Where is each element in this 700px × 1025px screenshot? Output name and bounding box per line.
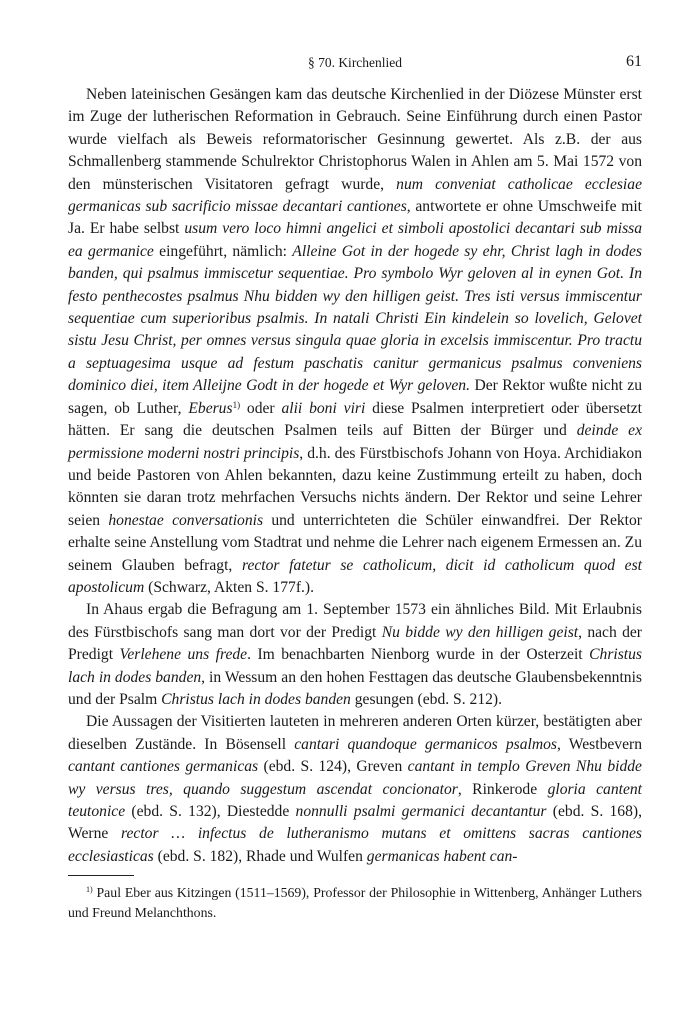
text-run: und unterrichteten die Schüler einwandfrei. Der Rektor erhalte seine Anstellung vom Stadtrat und nehme die Lehrer nach eigenem Ermessen an. Zu seinem Glauben befragt,: [68, 511, 642, 574]
latin-quote: Eberus: [188, 399, 233, 417]
text-run: , Rinkerode: [457, 780, 548, 798]
footnote-marker: 1): [86, 885, 93, 894]
main-text: [68, 84, 642, 868]
text-run: (Schwarz, Akten S. 177f.).: [144, 578, 314, 596]
latin-quote: cantari quandoque germanicos psalmos: [294, 735, 557, 753]
footnote-rule: [68, 875, 134, 876]
latin-quote: Verlehene uns frede: [119, 646, 248, 664]
latin-quote: Nu bidde wy den hilligen geist: [381, 623, 579, 641]
text-run: , Westbevern: [557, 735, 643, 753]
latin-quote: deinde ex permissione moderni nostri principis: [68, 422, 642, 462]
text-run: diese Psalmen interpretiert oder übersetzt hätten. Er sang die deutschen Psalmen teils auf Bitten der Bürger und: [68, 399, 642, 440]
latin-quote: Christus lach in dodes banden: [68, 646, 642, 686]
text-run: (ebd. S. 124), Greven: [258, 758, 408, 776]
text-run: Der Rektor wußte nicht zu sagen, ob Luther,: [68, 377, 642, 417]
latin-quote: Alleine Got in der hogede sy ehr, Christ lagh in dodes banden, qui psalmus immiscetur sequentiae. Pro symbolo Wyr geloven al in eynen Got. In festo penthecostes psalmus Nhu bidden wy den hilligen geist. Tres isti versus immiscentur sequentiae cum superioribus psalmis. In natali Christi Ein kindelein so lovelich, Gelovet sistu Jesu Christ, per omnes versus singula quae gloria in excelsis immiscentur. Pro tractu a septuagesima usque ad festum paschatis canitur germanicus psalmus conveniens dominico diei, item Alleijne Godt in der hogede et Wyr geloven.: [68, 242, 642, 395]
text-run: eingeführt, nämlich:: [153, 242, 293, 260]
latin-quote: nonnulli psalmi germanici decantantur: [295, 803, 547, 820]
text-run: (ebd. S. 182), Rhade und Wulfen: [153, 847, 367, 865]
latin-quote: germanicas habent can-: [366, 847, 518, 865]
paragraph: [68, 84, 642, 599]
latin-quote: rector … infectus de lutheranismo mutans et omittens sacras cantiones ecclesiasticas: [68, 825, 642, 865]
text-run: , nach der Predigt: [68, 623, 643, 664]
footnote-text: [68, 883, 642, 923]
text-run: Neben lateinischen Gesängen kam das deutsche Kirchenlied in der Diözese Münster erst im Zuge der lutherischen Reformation in Gebrauch. Seine Einführung durch einen Pastor wurde vielfach als Beweis reformatorischer Gesinnung gewertet. Als z.B. der aus Schmallenberg stammende Schulrektor Christophorus Walen in Ahlen am 5. Mai 1572 von den münsterischen Visitatoren gefragt wurde,: [68, 86, 642, 193]
text-run: Die Aussagen der Visitierten lauteten in mehreren anderen Orten kürzer, bestätigten aber dieselben Zustände. In Bösensell: [68, 713, 642, 753]
text-run: (ebd. S. 168), Werne: [68, 803, 642, 843]
text-run: , d.h. des Fürstbischofs Johann von Hoya. Archidiakon und beide Pastoren von Ahlen bekannten, dazu keine Zustimmung erteilt zu haben, doch könnten sie daran trotz mehrfachen Versuchs nichts ändern. Der Rektor und seine Lehrer seien: [68, 444, 642, 529]
running-header: [68, 53, 642, 73]
latin-quote: usum vero loco himni angelici et simboli apostolici decantari sub missa ea germanice: [68, 220, 642, 260]
latin-quote: honestae conversationis: [108, 511, 264, 529]
footnote-ref: 1): [232, 399, 241, 410]
latin-quote: cantant cantiones germanicas: [68, 758, 259, 776]
running-title: § 70. Kirchenlied: [307, 55, 403, 70]
latin-quote: rector fatetur se catholicum, dicit id catholicum quod est apostolicum: [68, 556, 642, 596]
latin-quote: gloria cantent teutonice: [68, 780, 643, 820]
latin-quote: num conveniat catholicae ecclesiae germanicas sub sacrificio missae decantari cantiones: [68, 175, 642, 216]
text-run: (ebd. S. 132), Diestedde: [125, 803, 296, 820]
latin-quote: Christus lach in dodes banden: [161, 690, 351, 708]
text-run: , in Wessum an den hohen Festtagen das deutsche Glaubensbekenntnis und der Psalm: [68, 668, 642, 708]
latin-quote: alii boni viri: [281, 399, 366, 417]
text-run: gesungen (ebd. S. 212).: [350, 690, 503, 708]
text-run: , antwortete er ohne Umschweife mit Ja. Er habe selbst: [68, 198, 642, 238]
page-number: 61: [626, 53, 642, 70]
footnote: [68, 883, 642, 923]
paragraph: [68, 711, 642, 868]
latin-quote: cantant in templo Greven Nhu bidde wy versus tres, quando suggestum ascendat concionator: [68, 758, 642, 798]
paragraph: [68, 599, 642, 711]
text-run: In Ahaus ergab die Befragung am 1. September 1573 ein ähnliches Bild. Mit Erlaubnis des Fürstbischofs sang man dort vor der Predigt: [68, 601, 642, 641]
text-run: . Im benachbarten Nienborg wurde in der Osterzeit: [247, 646, 590, 664]
footnote-body: Paul Eber aus Kitzingen (1511–1569), Professor der Philosophie in Wittenberg, Anhänger Luthers und Freund Melanchthons.: [68, 885, 642, 920]
text-run: oder: [240, 399, 282, 417]
